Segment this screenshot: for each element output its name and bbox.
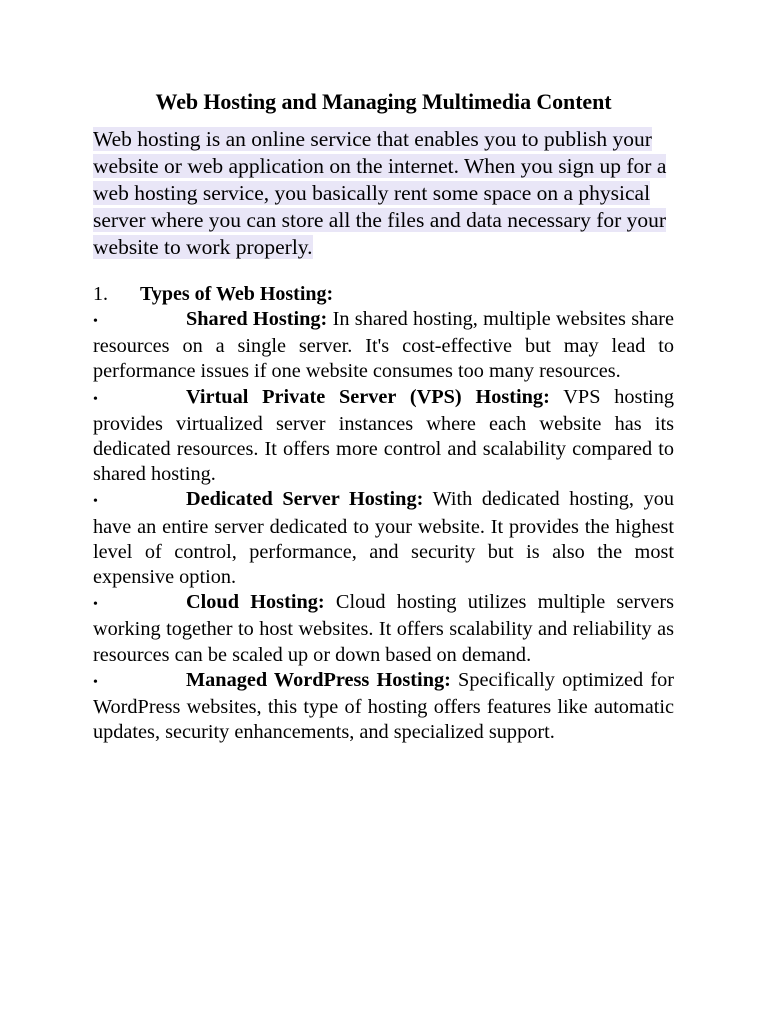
list-item-dedicated-hosting <box>93 487 674 590</box>
item-text: Specifically optimized for WordPress websites, this type of hosting offers features like automatic updates, security enhancements, and specialized support. <box>93 668 675 744</box>
list-item-shared-hosting <box>93 307 674 385</box>
item-term: Dedicated Server Hosting: <box>186 488 424 511</box>
item-term: Managed WordPress Hosting: <box>186 668 451 691</box>
section-heading-label: Types of Web Hosting: <box>140 283 334 305</box>
bullet-icon: • <box>93 314 98 329</box>
item-text: VPS hosting provides virtualized server instances where each website has its dedicated resources. It offers more control and scalability compared to shared hosting. <box>93 385 674 486</box>
list-item-managed-wordpress-hosting <box>93 668 674 746</box>
item-term: Virtual Private Server (VPS) Hosting: <box>186 385 550 408</box>
item-text: With dedicated hosting, you have an entire server dedicated to your website. It provides the highest level of control, performance, and security but is also the most expensive option. <box>93 488 675 589</box>
item-text: Cloud hosting utilizes multiple servers working together to host websites. It offers scalability and reliability as resources can be scaled up or down based on demand. <box>93 591 674 666</box>
bullet-icon: • <box>93 494 98 510</box>
section-heading <box>93 281 674 307</box>
bullet-icon: • <box>93 597 98 613</box>
bullet-icon: • <box>93 391 98 407</box>
section-number: 1. <box>93 283 108 305</box>
document-title: Web Hosting and Managing Multimedia Content <box>155 89 612 114</box>
item-term: Cloud Hosting: <box>186 591 325 614</box>
list-item-cloud-hosting <box>93 590 674 668</box>
item-term: Shared Hosting: <box>186 308 328 330</box>
intro-paragraph <box>93 126 674 261</box>
list-item-vps-hosting <box>93 385 674 488</box>
document-page <box>93 88 674 745</box>
hosting-types-list <box>93 307 674 745</box>
bullet-icon: • <box>93 674 98 690</box>
item-text: In shared hosting, multiple websites share resources on a single server. It's cost-effective but may lead to performance issues if one website consumes too many resources. <box>93 308 674 383</box>
intro-highlighted-text: Web hosting is an online service that enables you to publish your website or web application on the internet. When you sign up for a web hosting service, you basically rent some space on a physical server where you can store all the files and data necessary for your website to work properly. <box>93 127 667 259</box>
